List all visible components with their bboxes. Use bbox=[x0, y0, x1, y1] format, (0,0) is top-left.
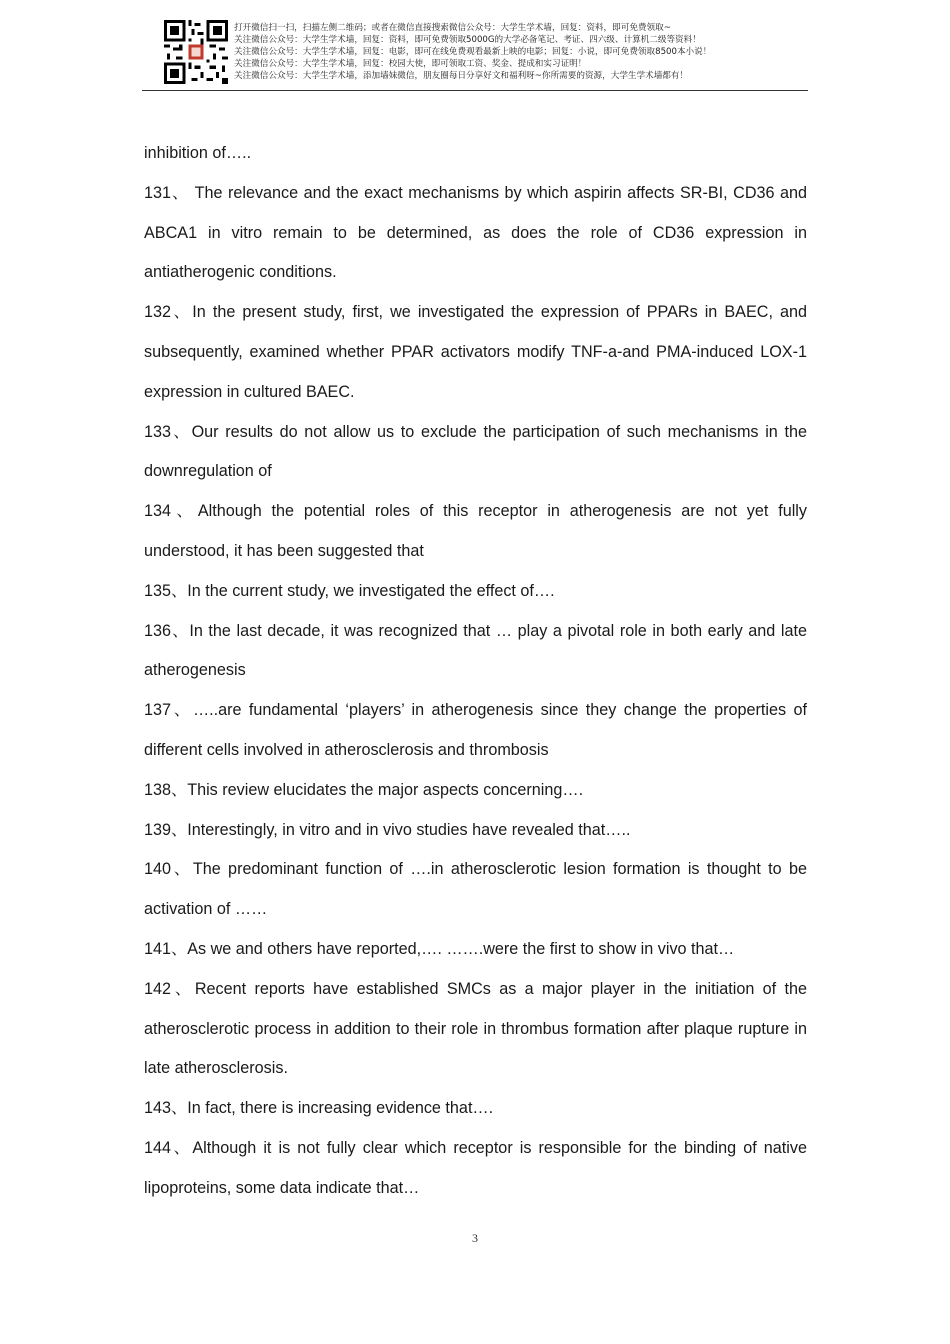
paragraph: 141、As we and others have reported,…. …….were the first to show in vivo that… bbox=[144, 939, 735, 958]
paragraph: 140、The predominant function of ….in atherosclerotic lesion formation is thought to be activation of …… bbox=[144, 860, 807, 919]
header-line: 打开微信扫一扫，扫描左侧二维码；或者在微信直接搜索微信公众号：大学生学术墙，回复：资料，即可免费领取~ bbox=[234, 23, 671, 33]
header-line: 关注微信公众号：大学生学术墙，回复：资料，即可免费领取5000G的大学必备笔记、考证、四六级、计算机二级等资料！ bbox=[234, 35, 701, 45]
paragraph: 137、…..are fundamental ‘players’ in atherogenesis since they change the properties of different cells involved in atherosclerosis and thrombosis bbox=[144, 701, 807, 759]
document-body bbox=[144, 134, 807, 1209]
paragraph: 131、 The relevance and the exact mechanisms by which aspirin affects SR-BI, CD36 and ABCA1 in vitro remain to be determined, as does the role of CD36 expression in antiatherogenic conditions. bbox=[144, 183, 807, 282]
paragraph: 135、In the current study, we investigated the effect of…. bbox=[144, 581, 555, 600]
paragraph: 144、Although it is not fully clear which receptor is responsible for the binding of native lipoproteins, some data indicate that… bbox=[144, 1138, 807, 1197]
paragraph: 143、In fact, there is increasing evidence that…. bbox=[144, 1099, 494, 1118]
paragraph: inhibition of….. bbox=[144, 144, 252, 162]
header-promo-text bbox=[234, 22, 804, 82]
header-line: 关注微信公众号：大学生学术墙，添加墙妹微信，朋友圈每日分享好文和福利呀~你所需要的资源，大学生学术墙都有！ bbox=[234, 71, 689, 81]
paragraph: 142、Recent reports have established SMCs as a major player in the initiation of the atherosclerotic process in addition to their role in thrombus formation after plaque rupture in late atherosclerosis. bbox=[144, 979, 807, 1078]
paragraph: 138、This review elucidates the major aspects concerning…. bbox=[144, 780, 584, 799]
header-line: 关注微信公众号：大学生学术墙，回复：电影，即可在线免费观看最新上映的电影；回复：小说，即可免费领取8500本小说！ bbox=[234, 47, 712, 57]
page-header bbox=[142, 18, 808, 91]
paragraph: 136、In the last decade, it was recognized that … play a pivotal role in both early and late atherogenesis bbox=[144, 621, 807, 680]
header-line: 关注微信公众号：大学生学术墙，回复：校园大使，即可领取工资、奖金、提成和实习证明！ bbox=[234, 59, 587, 69]
qr-code-icon bbox=[164, 20, 228, 84]
page-number: 3 bbox=[472, 1231, 478, 1245]
paragraph: 132、In the present study, first, we investigated the expression of PPARs in BAEC, and subsequently, examined whether PPAR activators modify TNF-a-and PMA-induced LOX-1 expression in cultured BAEC. bbox=[144, 303, 807, 401]
paragraph: 134、Although the potential roles of this receptor in atherogenesis are not yet fully understood, it has been suggested that bbox=[144, 502, 807, 560]
paragraph: 133、Our results do not allow us to exclude the participation of such mechanisms in the downregulation of bbox=[144, 422, 807, 481]
paragraph: 139、Interestingly, in vitro and in vivo studies have revealed that….. bbox=[144, 820, 631, 839]
